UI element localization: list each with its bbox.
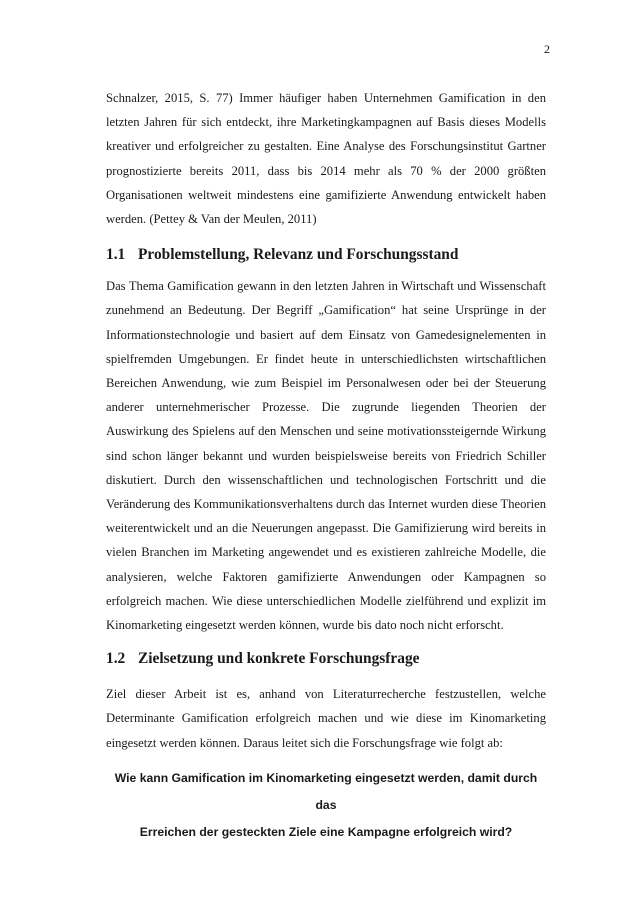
- objective-paragraph: Ziel dieser Arbeit ist es, anhand von Literaturrecherche festzustellen, welche Determinante Gamification erfolgreich machen und wie diese im Kinomarketing eingesetzt werden können. Daraus leitet sich die Forschungsfrage wie folgt ab:: [106, 687, 546, 750]
- section-title: Problemstellung, Relevanz und Forschungsstand: [138, 246, 459, 264]
- research-question-line-1: Wie kann Gamification im Kinomarketing eingesetzt werden, damit durch das: [114, 770, 538, 812]
- intro-paragraph: Schnalzer, 2015, S. 77) Immer häufiger haben Unternehmen Gamification in den letzten Jahren für sich entdeckt, ihre Marketingkampagnen auf Basis dieses Modells kreativer und erfolgreicher zu gestalten. Eine Analyse des Forschungsinstitut Gartner prognostizierte bereits 2011, dass bis 2014 mehr als 70 % der 2000 größten Organisationen weltweit mindestens eine gamifizierte Anwendung entwickelt haben werden. (Pettey & Van der Meulen, 2011): [106, 91, 546, 227]
- page-content: [106, 86, 546, 846]
- research-question: [106, 765, 546, 846]
- problem-statement-paragraph: Das Thema Gamification gewann in den letzten Jahren in Wirtschaft und Wissenschaft zunehmend an Bedeutung. Der Begriff „Gamification“ hat seine Ursprünge in der Informationstechnologie und basiert auf dem Einsatz von Gamedesignelementen in spielfremden Umgebungen. Er findet heute in unterschiedlichsten wirtschaftlichen Bereichen Anwendung, wie zum Beispiel im Personalwesen oder bei der Steuerung anderer unternehmerischer Prozesse. Die zugrunde liegenden Theorien der Auswirkung des Spielens auf den Menschen und seine motivationssteigernde Wirkung sind schon länger bekannt und wurden beispielsweise bereits von Friedrich Schiller diskutiert. Durch den wissenschaftlichen und technologischen Fortschritt und die Veränderung des Kommunikationsverhaltens durch das Internet wurden diese Theorien weiterentwickelt und an die Neuerungen angepasst. Die Gamifizierung wird bereits in vielen Branchen im Marketing angewendet und es existieren zahlreiche Modelle, die analysieren, welche Faktoren gamifizierte Anwendungen oder Kampagnen so erfolgreich machen. Wie diese unterschiedlichen Modelle zielführend und explizit im Kinomarketing eingesetzt werden können, wurde bis dato noch nicht erforscht.: [106, 279, 546, 633]
- research-question-line-2: Erreichen der gesteckten Ziele eine Kampagne erfolgreich wird?: [139, 824, 513, 839]
- section-number: 1.2: [106, 650, 126, 668]
- section-heading-1-2: [106, 649, 546, 669]
- section-title: Zielsetzung und konkrete Forschungsfrage: [138, 650, 420, 668]
- page-number: 2: [544, 42, 550, 56]
- section-number: 1.1: [106, 246, 126, 264]
- section-heading-1-1: [106, 245, 546, 265]
